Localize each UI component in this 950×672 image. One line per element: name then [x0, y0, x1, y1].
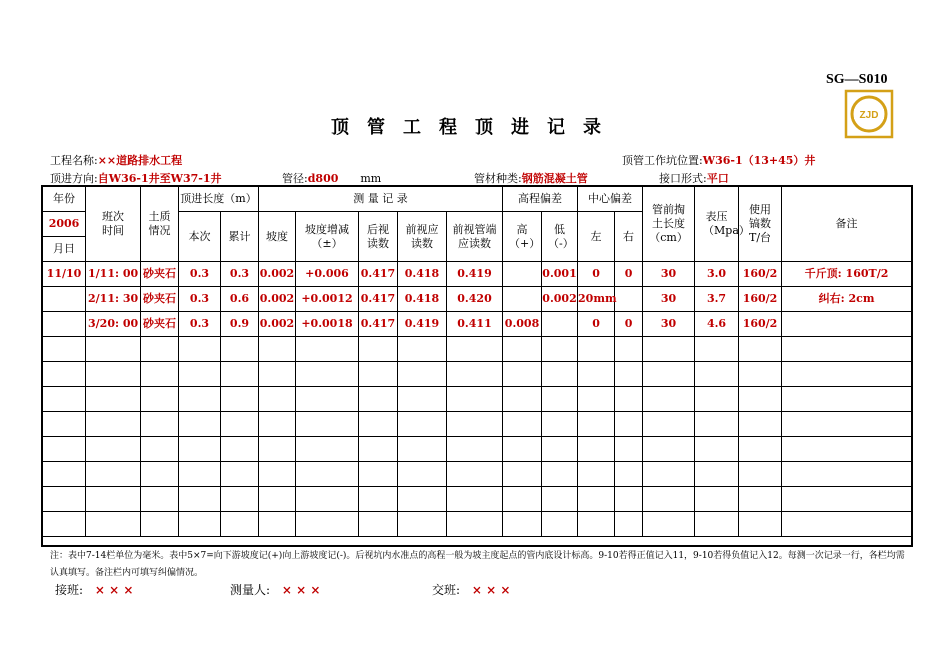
cell-left — [578, 512, 615, 537]
cell-low: 0.001 — [542, 262, 578, 287]
cell-cum — [221, 412, 259, 437]
cell-slope — [259, 487, 296, 512]
cell-right: 0 — [615, 312, 643, 337]
direction-value: 自W36-1井至W37-1井 — [97, 172, 222, 185]
cell-remark — [782, 312, 912, 337]
table-row — [43, 437, 912, 462]
project-name — [50, 152, 182, 168]
cell-fore-end — [447, 387, 503, 412]
center-deviation-header: 中心偏差 — [578, 187, 643, 212]
cell-soil — [141, 487, 179, 512]
jacking-record-table — [42, 186, 912, 537]
high-header: 高（+） — [503, 212, 542, 262]
cell-slope: 0.002 — [259, 312, 296, 337]
handover-value: × × × — [94, 583, 134, 597]
cell-excavation — [643, 437, 695, 462]
right-header: 右 — [615, 212, 643, 262]
cell-right — [615, 362, 643, 387]
cell-soil — [141, 512, 179, 537]
cell-back — [359, 512, 398, 537]
cell-fore: 0.418 — [398, 287, 447, 312]
cell-soil: 砂夹石 — [141, 262, 179, 287]
cell-jack — [739, 487, 782, 512]
cell-low — [542, 437, 578, 462]
cell-date — [43, 337, 86, 362]
cell-gauge: 4.6 — [695, 312, 739, 337]
handover-label: 接班: — [55, 583, 84, 597]
cell-date — [43, 462, 86, 487]
cell-low — [542, 337, 578, 362]
footnote: 注：表中7-14栏单位为毫米。表中5×7=向下游坡度记(+)向上游坡度记(-)。后视坑内水准点的高程一般为坡主度起点的管内底设计标高。9-10若得正值记入11，9-10若得负值记入12。每测一次记录一行，各栏均需认真填写。备注栏内可填写纠偏情况。 — [50, 551, 905, 578]
cell-cum — [221, 387, 259, 412]
cell-fore: 0.418 — [398, 262, 447, 287]
cell-remark — [782, 412, 912, 437]
cell-left — [578, 462, 615, 487]
low-header: 低（-） — [542, 212, 578, 262]
cell-left — [578, 337, 615, 362]
cell-shift — [86, 337, 141, 362]
cell-gauge — [695, 412, 739, 437]
cell-remark — [782, 337, 912, 362]
cell-back: 0.417 — [359, 312, 398, 337]
cell-soil — [141, 337, 179, 362]
pipe-type-label: 管材种类: — [474, 172, 522, 185]
cell-remark — [782, 387, 912, 412]
cell-shift — [86, 412, 141, 437]
cell-left — [578, 412, 615, 437]
cell-high — [503, 387, 542, 412]
cell-excavation — [643, 512, 695, 537]
cell-slope — [259, 387, 296, 412]
cell-date: 11/10 — [43, 262, 86, 287]
cell-fore — [398, 437, 447, 462]
cell-gauge — [695, 437, 739, 462]
cell-slope-change — [296, 512, 359, 537]
cell-this — [179, 412, 221, 437]
cell-back — [359, 462, 398, 487]
cell-back — [359, 362, 398, 387]
cell-this — [179, 362, 221, 387]
cell-back — [359, 437, 398, 462]
cell-cum: 0.6 — [221, 287, 259, 312]
surveyor-value: × × × — [281, 583, 321, 597]
cell-fore-end — [447, 337, 503, 362]
cell-jack — [739, 462, 782, 487]
page-title: 顶管工程顶进记录 — [331, 117, 619, 138]
diameter-label: 管径: — [282, 172, 308, 185]
project-label: 工程名称: — [50, 154, 98, 167]
pit-label: 顶管工作坑位置: — [622, 154, 703, 167]
cell-low — [542, 387, 578, 412]
cell-high — [503, 337, 542, 362]
surveyor-signature — [230, 581, 320, 598]
cell-fore-end: 0.420 — [447, 287, 503, 312]
backsight-header: 后视读数 — [359, 212, 398, 262]
cell-slope-change — [296, 487, 359, 512]
cell-this — [179, 462, 221, 487]
cell-jack — [739, 512, 782, 537]
cell-left — [578, 387, 615, 412]
cell-slope-change — [296, 437, 359, 462]
cell-shift: 1/11: 00 — [86, 262, 141, 287]
cell-excavation — [643, 362, 695, 387]
soil-header: 土质情况 — [141, 187, 179, 262]
cell-date — [43, 512, 86, 537]
cell-slope — [259, 462, 296, 487]
cell-low — [542, 412, 578, 437]
cell-cum — [221, 437, 259, 462]
cell-high — [503, 287, 542, 312]
cell-low — [542, 487, 578, 512]
cell-gauge — [695, 362, 739, 387]
cell-fore — [398, 487, 447, 512]
cell-jack: 160/2 — [739, 262, 782, 287]
year-value: 2006 — [43, 212, 86, 237]
pipe-diameter — [282, 170, 381, 186]
cell-remark — [782, 362, 912, 387]
month-day-header: 月日 — [43, 237, 86, 262]
cell-shift — [86, 512, 141, 537]
cell-date — [43, 312, 86, 337]
cell-fore — [398, 412, 447, 437]
pipe-type-value: 钢筋混凝土管 — [521, 172, 588, 185]
direction-label: 顶进方向: — [50, 172, 98, 185]
table-body — [43, 262, 912, 537]
remarks-header: 备注 — [782, 187, 912, 262]
cell-slope — [259, 512, 296, 537]
cell-high — [503, 262, 542, 287]
cell-jack — [739, 337, 782, 362]
cell-left — [578, 487, 615, 512]
direction — [50, 170, 221, 186]
table-row — [43, 362, 912, 387]
cell-slope-change — [296, 362, 359, 387]
cell-date — [43, 487, 86, 512]
cell-shift: 2/11: 30 — [86, 287, 141, 312]
cell-excavation — [643, 487, 695, 512]
cell-right — [615, 487, 643, 512]
gauge-header: 表压（Mpa） — [695, 187, 739, 262]
cell-remark — [782, 462, 912, 487]
cell-left: 20mm — [578, 287, 615, 312]
cell-fore-end — [447, 512, 503, 537]
cell-low — [542, 362, 578, 387]
cell-shift: 3/20: 00 — [86, 312, 141, 337]
cell-gauge — [695, 462, 739, 487]
cell-date — [43, 412, 86, 437]
cell-fore — [398, 512, 447, 537]
cell-left: 0 — [578, 262, 615, 287]
cell-slope: 0.002 — [259, 287, 296, 312]
joint-type — [659, 170, 729, 186]
cell-this: 0.3 — [179, 312, 221, 337]
year-header: 年份 — [43, 187, 86, 212]
cell-excavation: 30 — [643, 287, 695, 312]
form-code: SG—S010 — [826, 72, 888, 87]
cell-excavation — [643, 462, 695, 487]
cell-gauge — [695, 487, 739, 512]
cell-right — [615, 387, 643, 412]
cell-cum — [221, 487, 259, 512]
table-row — [43, 262, 912, 287]
cell-soil — [141, 412, 179, 437]
takeover-label: 交班: — [432, 583, 461, 597]
cell-shift — [86, 387, 141, 412]
cell-back — [359, 387, 398, 412]
cell-slope-change: +0.006 — [296, 262, 359, 287]
slope-change-header: 坡度增减（±） — [296, 212, 359, 262]
cell-soil — [141, 462, 179, 487]
cell-back: 0.417 — [359, 262, 398, 287]
cell-excavation: 30 — [643, 262, 695, 287]
cell-slope-change — [296, 337, 359, 362]
cell-fore — [398, 387, 447, 412]
diameter-unit: mm — [360, 172, 382, 185]
cell-slope-change — [296, 412, 359, 437]
cell-fore-end — [447, 462, 503, 487]
cell-fore — [398, 362, 447, 387]
cell-right — [615, 512, 643, 537]
cell-slope-change: +0.0018 — [296, 312, 359, 337]
diameter-value: d800 — [307, 172, 339, 185]
cell-slope — [259, 362, 296, 387]
cell-shift — [86, 487, 141, 512]
table-row — [43, 512, 912, 537]
cell-right — [615, 337, 643, 362]
cell-remark: 纠右: 2cm — [782, 287, 912, 312]
cell-excavation: 30 — [643, 312, 695, 337]
cell-gauge: 3.0 — [695, 262, 739, 287]
cell-jack — [739, 412, 782, 437]
cell-excavation — [643, 387, 695, 412]
table-row — [43, 337, 912, 362]
cell-this — [179, 512, 221, 537]
cell-soil: 砂夹石 — [141, 287, 179, 312]
cell-low — [542, 512, 578, 537]
cell-cum: 0.9 — [221, 312, 259, 337]
handover-signature — [55, 581, 133, 598]
shift-time-header: 班次时间 — [86, 187, 141, 262]
svg-text:ZJD: ZJD — [859, 110, 879, 121]
cell-this — [179, 437, 221, 462]
cell-gauge — [695, 387, 739, 412]
cell-fore-end — [447, 362, 503, 387]
cell-left — [578, 362, 615, 387]
cell-high — [503, 462, 542, 487]
project-value: ××道路排水工程 — [97, 154, 183, 167]
jack-header: 使用镐数T/台 — [739, 187, 782, 262]
cell-left: 0 — [578, 312, 615, 337]
cell-slope — [259, 337, 296, 362]
left-header: 左 — [578, 212, 615, 262]
cell-slope-change — [296, 462, 359, 487]
table-row — [43, 287, 912, 312]
this-time-header: 本次 — [179, 212, 221, 262]
cell-soil — [141, 362, 179, 387]
cell-back — [359, 487, 398, 512]
cell-soil — [141, 437, 179, 462]
cell-excavation — [643, 337, 695, 362]
cell-this — [179, 487, 221, 512]
excavation-header: 管前掏土长度（cm） — [643, 187, 695, 262]
cell-date — [43, 287, 86, 312]
cell-low — [542, 462, 578, 487]
length-group-header: 顶进长度（m） — [179, 187, 259, 212]
cumulative-header: 累计 — [221, 212, 259, 262]
cell-date — [43, 437, 86, 462]
cell-low: 0.002 — [542, 287, 578, 312]
cell-shift — [86, 362, 141, 387]
foresight-pipe-end-header: 前视管端应读数 — [447, 212, 503, 262]
cell-jack — [739, 387, 782, 412]
cell-slope — [259, 437, 296, 462]
cell-cum: 0.3 — [221, 262, 259, 287]
surveyor-label: 测量人: — [230, 583, 271, 597]
cell-jack: 160/2 — [739, 312, 782, 337]
cell-jack: 160/2 — [739, 287, 782, 312]
table-row — [43, 487, 912, 512]
cell-remark — [782, 487, 912, 512]
cell-remark — [782, 512, 912, 537]
joint-label: 接口形式: — [659, 172, 707, 185]
cell-date — [43, 362, 86, 387]
takeover-signature — [432, 581, 510, 598]
cell-jack — [739, 437, 782, 462]
pipe-type — [474, 170, 588, 186]
cell-right: 0 — [615, 262, 643, 287]
cell-fore-end — [447, 437, 503, 462]
cell-cum — [221, 512, 259, 537]
cell-cum — [221, 362, 259, 387]
foresight-header: 前视应读数 — [398, 212, 447, 262]
cell-high — [503, 487, 542, 512]
slope-header: 坡度 — [259, 212, 296, 262]
cell-fore-end — [447, 412, 503, 437]
cell-fore-end: 0.419 — [447, 262, 503, 287]
pit-location — [622, 152, 815, 168]
pit-value: W36-1（13+45）井 — [702, 154, 816, 167]
cell-back — [359, 337, 398, 362]
cell-slope-change: +0.0012 — [296, 287, 359, 312]
cell-low — [542, 312, 578, 337]
cell-fore-end: 0.411 — [447, 312, 503, 337]
cell-jack — [739, 362, 782, 387]
cell-shift — [86, 437, 141, 462]
cell-remark — [782, 437, 912, 462]
cell-soil: 砂夹石 — [141, 312, 179, 337]
cell-right — [615, 412, 643, 437]
cell-gauge: 3.7 — [695, 287, 739, 312]
elevation-deviation-header: 高程偏差 — [503, 187, 578, 212]
cell-shift — [86, 462, 141, 487]
cell-high: 0.008 — [503, 312, 542, 337]
cell-left — [578, 437, 615, 462]
cell-fore-end — [447, 487, 503, 512]
cell-right — [615, 462, 643, 487]
cell-fore — [398, 337, 447, 362]
cell-fore: 0.419 — [398, 312, 447, 337]
cell-high — [503, 512, 542, 537]
cell-this — [179, 337, 221, 362]
measure-group-header: 测 量 记 录 — [259, 187, 503, 212]
table-row — [43, 462, 912, 487]
cell-this: 0.3 — [179, 287, 221, 312]
cell-gauge — [695, 512, 739, 537]
cell-slope-change — [296, 387, 359, 412]
cell-this — [179, 387, 221, 412]
cell-cum — [221, 337, 259, 362]
cell-soil — [141, 387, 179, 412]
cell-excavation — [643, 412, 695, 437]
takeover-value: × × × — [471, 583, 511, 597]
cell-cum — [221, 462, 259, 487]
cell-high — [503, 412, 542, 437]
table-row — [43, 387, 912, 412]
table-row — [43, 412, 912, 437]
cell-this: 0.3 — [179, 262, 221, 287]
table-row — [43, 312, 912, 337]
cell-fore — [398, 462, 447, 487]
cell-remark: 千斤顶: 160T/2 — [782, 262, 912, 287]
cell-right — [615, 287, 643, 312]
cell-date — [43, 387, 86, 412]
cell-high — [503, 437, 542, 462]
cell-slope — [259, 412, 296, 437]
cell-back: 0.417 — [359, 287, 398, 312]
cell-gauge — [695, 337, 739, 362]
cell-slope: 0.002 — [259, 262, 296, 287]
joint-value: 平口 — [706, 172, 729, 185]
cell-back — [359, 412, 398, 437]
cell-high — [503, 362, 542, 387]
cell-right — [615, 437, 643, 462]
